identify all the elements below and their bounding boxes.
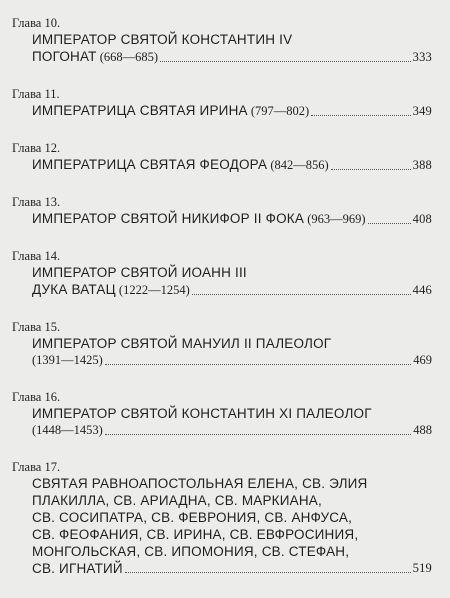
chapter-label: Глава 17.	[12, 460, 61, 474]
entry-title: ИМПЕРАТОР СВЯТОЙ НИКИФОР II ФОКА	[32, 211, 305, 226]
dot-leader	[105, 433, 411, 435]
entry-title: ИМПЕРАТРИЦА СВЯТАЯ ИРИНА	[32, 103, 248, 118]
toc-entry-10	[12, 16, 432, 66]
entry-title-line: ИМПЕРАТОР СВЯТОЙ МАНУИЛ II ПАЛЕОЛОГ	[32, 336, 332, 351]
dot-leader	[311, 114, 410, 116]
entry-title-line: СВ. ИГНАТИЙ	[32, 561, 123, 576]
entry-title-row	[12, 210, 432, 228]
entry-title-row	[12, 48, 432, 66]
dot-leader	[160, 60, 411, 62]
entry-years: (1448—1453)	[32, 423, 103, 437]
table-of-contents	[12, 16, 432, 598]
page-number: 469	[413, 353, 432, 367]
entry-title: ИМПЕРАТРИЦА СВЯТАЯ ФЕОДОРА	[32, 157, 268, 172]
toc-entry-13	[12, 195, 432, 228]
page-number: 349	[412, 104, 432, 118]
page-number: 488	[413, 423, 432, 437]
entry-years: (842—856)	[267, 158, 329, 172]
entry-years: (797—802)	[247, 104, 310, 118]
chapter-label: Глава 15.	[12, 320, 61, 334]
chapter-label: Глава 11.	[12, 87, 60, 101]
toc-entry-11	[12, 87, 432, 120]
entry-title-line: ПЛАКИЛЛА, СВ. АРИАДНА, СВ. МАРКИАНА,	[32, 493, 322, 508]
entry-years-row	[12, 422, 432, 439]
toc-entry-14	[12, 249, 432, 299]
toc-entry-16	[12, 390, 432, 439]
toc-entry-17	[12, 460, 432, 577]
page-number: 519	[412, 561, 432, 575]
entry-title-line: СВ. СОСИПАТРА, СВ. ФЕВРОНИЯ, СВ. АНФУСА,	[32, 510, 353, 525]
entry-title-line: ИМПЕРАТОР СВЯТОЙ ИОАНН III	[32, 265, 247, 280]
entry-years: (1391—1425)	[32, 353, 103, 367]
entry-title-line: ПОГОНАТ	[32, 49, 97, 64]
toc-entry-15	[12, 320, 432, 369]
page-number: 388	[412, 158, 432, 172]
chapter-label: Глава 10.	[12, 16, 61, 30]
entry-title-line: СВЯТАЯ РАВНОАПОСТОЛЬНАЯ ЕЛЕНА, СВ. ЭЛИЯ	[32, 476, 368, 491]
page-number: 446	[412, 283, 432, 297]
entry-title-row	[12, 281, 432, 299]
dot-leader	[125, 571, 411, 573]
entry-title-row	[12, 156, 432, 174]
toc-entry-12	[12, 141, 432, 174]
entry-title-row	[12, 560, 432, 577]
entry-title-line: ИМПЕРАТОР СВЯТОЙ КОНСТАНТИН IV	[32, 32, 293, 47]
chapter-label: Глава 16.	[12, 390, 61, 404]
chapter-label: Глава 14.	[12, 249, 61, 263]
page-number: 333	[412, 50, 432, 64]
chapter-label: Глава 13.	[12, 195, 61, 209]
dot-leader	[192, 293, 411, 295]
entry-years-row	[12, 352, 432, 369]
entry-title-line: ИМПЕРАТОР СВЯТОЙ КОНСТАНТИН XI ПАЛЕОЛОГ	[32, 406, 372, 421]
chapter-label: Глава 12.	[12, 141, 61, 155]
entry-title-row	[12, 102, 432, 120]
entry-title-line: ДУКА ВАТАЦ	[32, 282, 116, 297]
dot-leader	[105, 363, 411, 365]
page-number: 408	[412, 212, 432, 226]
entry-title-line: МОНГОЛЬСКАЯ, СВ. ИПОМОНИЯ, СВ. СТЕФАН,	[32, 544, 350, 559]
entry-years: (668—685)	[96, 50, 159, 64]
entry-title-line: СВ. ФЕОФАНИЯ, СВ. ИРИНА, СВ. ЕВФРОСИНИЯ,	[32, 527, 359, 542]
dot-leader	[331, 168, 411, 170]
entry-years: (963—969)	[304, 212, 366, 226]
entry-years: (1222—1254)	[115, 283, 190, 297]
dot-leader	[368, 222, 411, 224]
